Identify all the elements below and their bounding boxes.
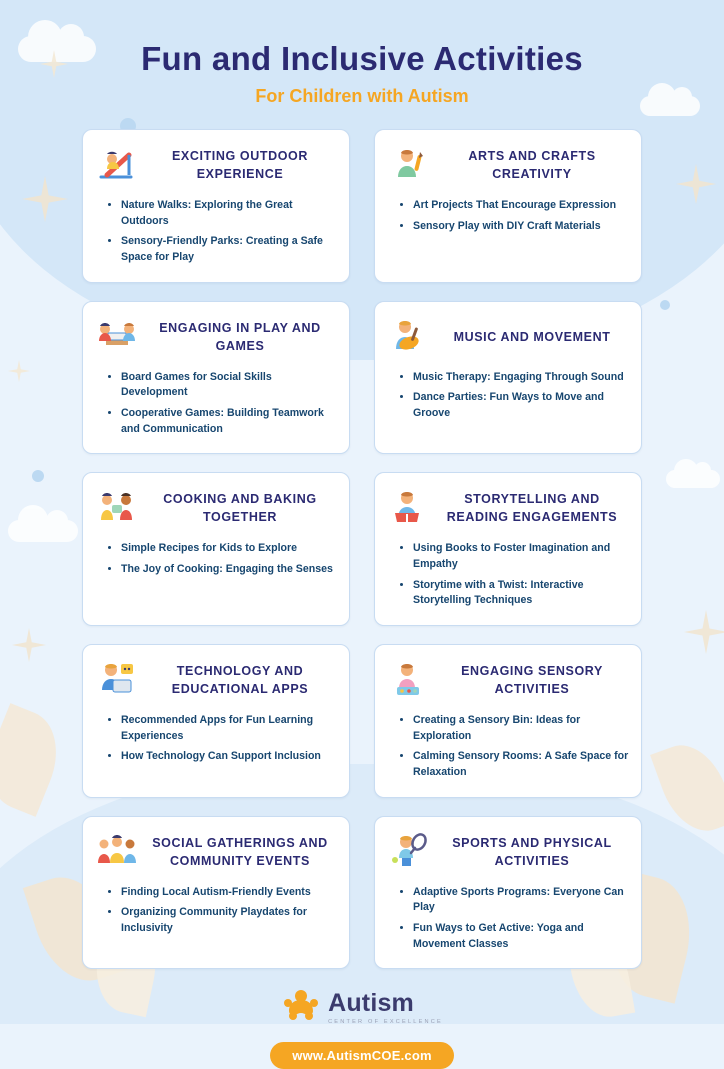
- list-item: • Cooperative Games: Building Teamwork and Communication: [121, 405, 337, 437]
- activity-card-grid: [82, 129, 642, 969]
- list-item: • Board Games for Social Skills Development: [121, 369, 337, 401]
- page-title: Fun and Inclusive Activities: [141, 40, 583, 77]
- list-item: • Music Therapy: Engaging Through Sound: [413, 369, 629, 386]
- child-laptop-icon: [95, 658, 139, 702]
- list-item: • Nature Walks: Exploring the Great Outdoors: [121, 197, 337, 229]
- activity-card-header: [387, 314, 629, 360]
- activity-card-title: ENGAGING IN PLAY AND GAMES: [159, 320, 321, 353]
- activity-card-title: ENGAGING SENSORY ACTIVITIES: [461, 663, 603, 697]
- activity-card-title: SOCIAL GATHERINGS AND COMMUNITY EVENTS: [152, 835, 328, 868]
- activity-card-header: [95, 829, 337, 875]
- list-item: • Recommended Apps for Fun Learning Experiences: [121, 712, 337, 744]
- activity-point-list: [387, 712, 629, 785]
- activity-point-list: [387, 884, 629, 957]
- activity-card-title: COOKING AND BAKING TOGETHER: [163, 492, 317, 525]
- website-url-button[interactable]: www.AutismCOE.com: [270, 1042, 453, 1069]
- activity-card-header: [95, 657, 337, 703]
- list-item: • Calming Sensory Rooms: A Safe Space for Relaxation: [413, 748, 629, 780]
- dot-decoration: [32, 470, 44, 482]
- dot-decoration: [660, 300, 670, 310]
- activity-card-header: [95, 142, 337, 188]
- activity-card: [374, 472, 642, 626]
- list-item: • The Joy of Cooking: Engaging the Senses: [121, 561, 337, 578]
- activity-card: [374, 816, 642, 970]
- activity-card-header: [95, 314, 337, 360]
- activity-card-title: EXCITING OUTDOOR EXPERIENCE: [172, 148, 308, 181]
- slide-playground-icon: [95, 143, 139, 187]
- child-painting-icon: [387, 143, 431, 187]
- toddler-sensory-play-icon: [387, 658, 431, 702]
- sparkle-icon: [684, 610, 724, 654]
- brand-name: Autism: [328, 988, 414, 1017]
- activity-card: [82, 472, 350, 626]
- activity-point-list: [387, 197, 629, 238]
- board-game-children-icon: [95, 315, 139, 359]
- activity-card: [374, 301, 642, 455]
- sparkle-icon: [8, 360, 30, 382]
- list-item: • Dance Parties: Fun Ways to Move and Groove: [413, 389, 629, 421]
- list-item: • Creating a Sensory Bin: Ideas for Exploration: [413, 712, 629, 744]
- list-item: • How Technology Can Support Inclusion: [121, 748, 337, 765]
- activity-point-list: [95, 884, 337, 941]
- activity-card-header: [387, 485, 629, 531]
- list-item: • Art Projects That Encourage Expression: [413, 197, 629, 214]
- activity-card-title: ARTS AND CRAFTS CREATIVITY: [468, 148, 596, 181]
- list-item: • Simple Recipes for Kids to Explore: [121, 540, 337, 557]
- child-reading-book-icon: [387, 486, 431, 530]
- cloud-icon: [8, 520, 78, 542]
- list-item: • Fun Ways to Get Active: Yoga and Movement Classes: [413, 920, 629, 952]
- list-item: • Finding Local Autism-Friendly Events: [121, 884, 337, 901]
- activity-card-title: MUSIC AND MOVEMENT: [453, 329, 611, 344]
- activity-card-title: STORYTELLING AND READING ENGAGEMENTS: [446, 492, 618, 525]
- activity-point-list: [95, 369, 337, 442]
- child-guitar-icon: [387, 315, 431, 359]
- activity-card-title: SPORTS AND PHYSICAL ACTIVITIES: [452, 835, 612, 868]
- cloud-icon: [666, 470, 720, 488]
- activity-point-list: [95, 712, 337, 769]
- poster-footer: [0, 985, 724, 1069]
- list-item: • Organizing Community Playdates for Inclusivity: [121, 904, 337, 936]
- activity-card: [374, 644, 642, 798]
- activity-card: [82, 129, 350, 283]
- activity-card: [374, 129, 642, 283]
- children-cooking-icon: [95, 486, 139, 530]
- sparkle-icon: [12, 628, 46, 662]
- list-item: • Using Books to Foster Imagination and Empathy: [413, 540, 629, 572]
- page-subtitle: For Children with Autism: [255, 86, 469, 106]
- brand-tagline: CENTER OF EXCELLENCE: [328, 1018, 443, 1025]
- poster-header: [0, 0, 724, 107]
- activity-card-title: TECHNOLOGY AND EDUCATIONAL APPS: [171, 663, 309, 697]
- child-tennis-icon: [387, 830, 431, 874]
- list-item: • Storytime with a Twist: Interactive Storytelling Techniques: [413, 577, 629, 609]
- activity-point-list: [95, 197, 337, 270]
- activity-card-header: [387, 657, 629, 703]
- activity-point-list: [387, 369, 629, 426]
- activity-card: [82, 644, 350, 798]
- activity-card-header: [95, 485, 337, 531]
- leaf-icon: [0, 703, 72, 817]
- list-item: • Adaptive Sports Programs: Everyone Can Play: [413, 884, 629, 916]
- community-gathering-icon: [95, 830, 139, 874]
- activity-point-list: [95, 540, 337, 581]
- activity-card-header: [387, 829, 629, 875]
- activity-card: [82, 301, 350, 455]
- activity-point-list: [387, 540, 629, 613]
- list-item: • Sensory-Friendly Parks: Creating a Safe Space for Play: [121, 233, 337, 265]
- list-item: • Sensory Play with DIY Craft Materials: [413, 218, 629, 235]
- activity-card-header: [387, 142, 629, 188]
- activity-card: [82, 816, 350, 970]
